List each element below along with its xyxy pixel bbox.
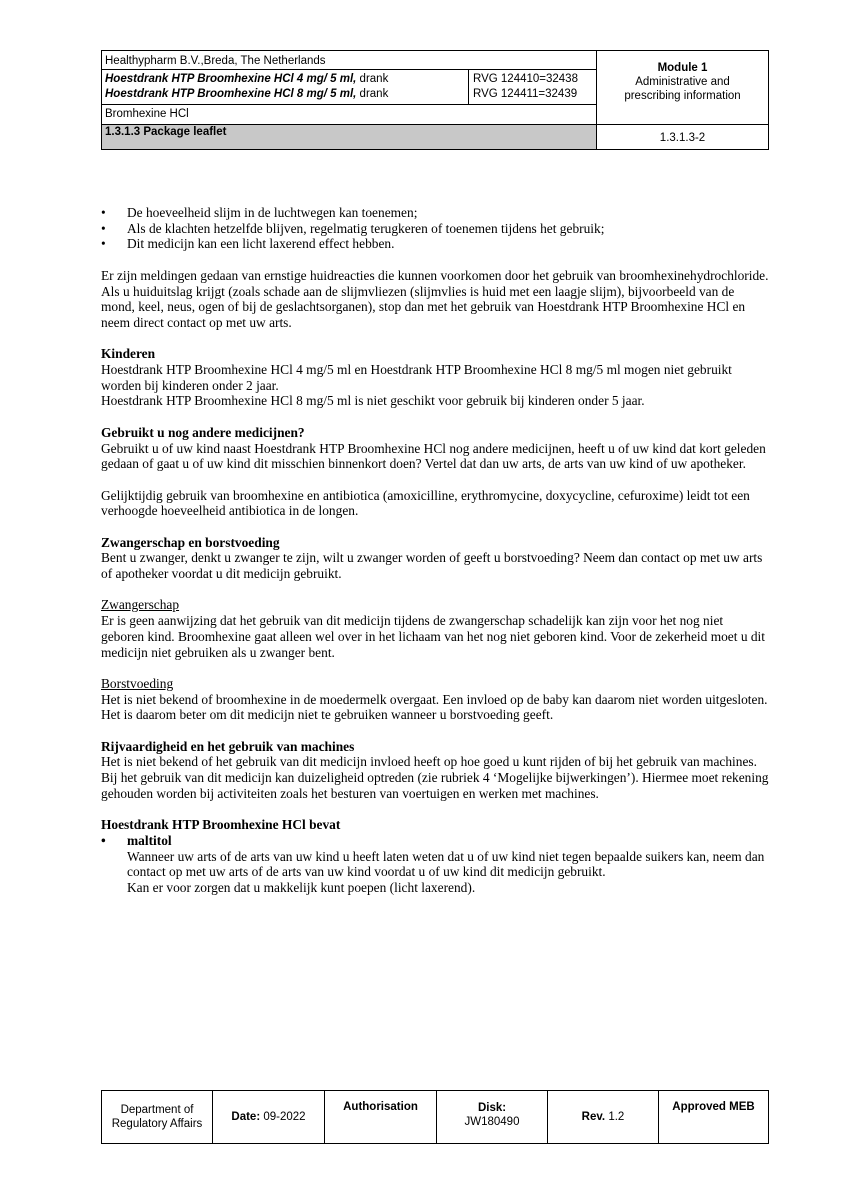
kinderen-paragraph-2: Hoestdrank HTP Broomhexine HCl 8 mg/5 ml is niet geschikt voor gebruik bij kinderen onder 5 jaar. bbox=[101, 393, 645, 409]
rvg-number-1: RVG 124410=32438 bbox=[473, 73, 578, 85]
section-title: 1.3.1.3 Package leaflet bbox=[102, 125, 596, 149]
footer-department: Department of Regulatory Affairs bbox=[102, 1091, 213, 1143]
document-header bbox=[101, 50, 769, 150]
footer-date: Date: 09-2022 bbox=[213, 1091, 325, 1143]
heading-kinderen: Kinderen bbox=[101, 346, 156, 362]
product-1: Hoestdrank HTP Broomhexine HCl 4 mg/ 5 ml, drank bbox=[105, 73, 389, 85]
list-item: • maltitol bbox=[101, 832, 172, 848]
footer-authorisation: Authorisation bbox=[325, 1091, 437, 1143]
subheading-borstvoeding: Borstvoeding bbox=[101, 675, 174, 691]
footer-disk: Disk: JW180490 bbox=[437, 1091, 548, 1143]
active-substance: Bromhexine HCl bbox=[105, 108, 189, 120]
skin-reaction-paragraph: Er zijn meldingen gedaan van ernstige huidreacties die kunnen voorkomen door het gebruik van broomhexinehydrochloride. Als u huiduitslag krijgt (zoals schade aan de slijmvliezen (slijmvlies is huid met een laagje slijm), bijvoorbeeld van de mond, keel, neus, ogen of bij de geslachtsorganen), stop dan met het gebruik van Hoestdrank HTP Broomhexine HCl en neem direct contact op met uw arts. bbox=[101, 267, 769, 330]
footer-approved: Approved MEB bbox=[672, 1101, 755, 1113]
heading-driving: Rijvaardigheid en het gebruik van machines bbox=[101, 738, 355, 754]
kinderen-paragraph-1: Hoestdrank HTP Broomhexine HCl 4 mg/5 ml en Hoestdrank HTP Broomhexine HCl 8 mg/5 ml mogen niet gebruikt worden bij kinderen onder 2 jaar. bbox=[101, 362, 732, 393]
document-code: 1.3.1.3-2 bbox=[659, 132, 706, 144]
maltitol-paragraph-1: Wanneer uw arts of de arts van uw kind u heeft laten weten dat u of uw kind niet tegen bepaalde suikers kan, neem dan contact op met uw arts of de arts van uw kind voordat u of uw kind dit medicijn gebruikt. bbox=[127, 848, 765, 880]
rvg-number-2: RVG 124411=32439 bbox=[473, 88, 578, 100]
pregnancy-paragraph-1: Bent u zwanger, denkt u zwanger te zijn, wilt u zwanger worden of geeft u borstvoeding? Neem dan contact op met uw arts of apotheker voordat u dit medicijn gebruikt. bbox=[101, 550, 763, 582]
product-2: Hoestdrank HTP Broomhexine HCl 8 mg/ 5 ml, drank bbox=[105, 88, 389, 100]
footer-revision: Rev. 1.2 bbox=[548, 1091, 659, 1143]
company-name: Healthypharm B.V.,Breda, The Netherlands bbox=[105, 55, 326, 67]
other-medicines-paragraph-1: Gebruikt u of uw kind naast Hoestdrank HTP Broomhexine HCl nog andere medicijnen, heeft u of uw kind dat kort geleden gedaan of gaat u of uw kind dit misschien binnenkort doen? Vertel dat dan uw arts, de arts van uw kind of uw apotheker. bbox=[101, 440, 766, 472]
list-item: • De hoeveelheid slijm in de luchtwegen kan toenemen; bbox=[101, 205, 418, 220]
maltitol-paragraph-2: Kan er voor zorgen dat u makkelijk kunt poepen (licht laxerend). bbox=[127, 880, 476, 896]
heading-contains: Hoestdrank HTP Broomhexine HCl bevat bbox=[101, 817, 341, 833]
list-item: • Dit medicijn kan een licht laxerend effect hebben. bbox=[101, 236, 395, 252]
list-item: • Als de klachten hetzelfde blijven, regelmatig terugkeren of toenemen tijdens het gebruik; bbox=[101, 220, 605, 236]
heading-other-medicines: Gebruikt u nog andere medicijnen? bbox=[101, 424, 305, 440]
heading-pregnancy: Zwangerschap en borstvoeding bbox=[101, 534, 280, 550]
module-info: Module 1 Administrative and prescribing information bbox=[624, 62, 741, 102]
subheading-zwangerschap: Zwangerschap bbox=[101, 597, 180, 613]
document-footer bbox=[101, 1090, 769, 1144]
other-medicines-paragraph-2: Gelijktijdig gebruik van broomhexine en antibiotica (amoxicilline, erythromycine, doxycycline, cefuroxime) leidt tot een verhoogde hoeveelheid antibiotica in de longen. bbox=[101, 487, 750, 519]
pregnancy-paragraph-2: Er is geen aanwijzing dat het gebruik van dit medicijn tijdens de zwangerschap schadelijk kan zijn voor het nog niet geboren kind. Broomhexine gaat alleen wel over in het lichaam van het nog niet geboren kind. Voor de zekerheid moet u dit medicijn niet gebruiken als u zwanger bent. bbox=[101, 613, 765, 660]
leaflet-content bbox=[101, 205, 769, 896]
driving-paragraph: Het is niet bekend of het gebruik van dit medicijn invloed heeft op hoe goed u kunt rijden of bij het gebruik van machines. Bij het gebruik van dit medicijn kan duizeligheid optreden (zie rubriek 4 ‘Mogelijke bijwerkingen’). Hiermee moet rekening gehouden worden bij activiteiten zoals het besturen van voertuigen en werken met machines. bbox=[101, 754, 769, 801]
breastfeeding-paragraph: Het is niet bekend of broomhexine in de moedermelk overgaat. Een invloed op de baby kan daarom niet worden uitgesloten. Het is daarom beter om dit medicijn niet te gebruiken wanneer u borstvoeding geeft. bbox=[101, 691, 768, 723]
